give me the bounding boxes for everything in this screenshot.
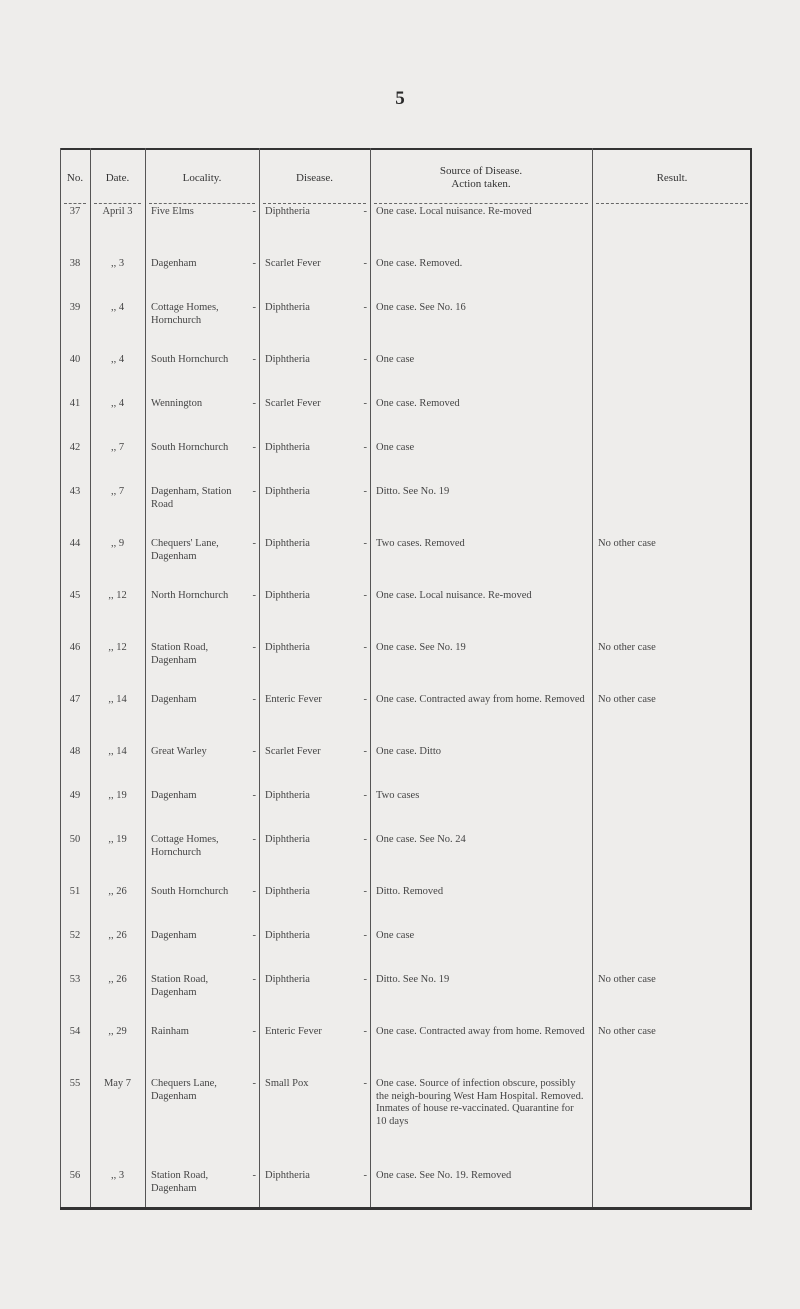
row-number-text: 48 bbox=[69, 746, 81, 757]
row-number bbox=[60, 930, 90, 974]
row-locality-text: Station Road, Dagenham bbox=[151, 642, 209, 666]
leader-dash: - bbox=[363, 1026, 367, 1037]
row-number-text: 52 bbox=[69, 930, 81, 941]
row-number-text: 49 bbox=[69, 790, 81, 801]
row-locality bbox=[145, 790, 259, 834]
row-source-action-text: One case. Ditto bbox=[376, 746, 442, 757]
leader-dash: - bbox=[363, 258, 367, 269]
row-locality-text: Station Road, Dagenham bbox=[151, 974, 209, 998]
row-number-text: 47 bbox=[69, 694, 81, 705]
row-disease bbox=[259, 590, 370, 642]
row-number bbox=[60, 258, 90, 302]
row-date bbox=[90, 974, 145, 1026]
row-result bbox=[592, 746, 752, 790]
row-locality bbox=[145, 1078, 259, 1170]
row-locality bbox=[145, 1170, 259, 1210]
row-date-text: April 3 bbox=[102, 206, 133, 217]
row-locality-text: Dagenham bbox=[151, 930, 197, 941]
row-locality-text: Cottage Homes, Hornchurch bbox=[151, 302, 219, 326]
row-date bbox=[90, 746, 145, 790]
row-number bbox=[60, 1170, 90, 1210]
disease-table bbox=[60, 148, 752, 1210]
row-disease-text: Diphtheria bbox=[265, 442, 310, 453]
leader-dash: - bbox=[363, 974, 367, 985]
row-disease bbox=[259, 1026, 370, 1078]
row-source-action-text: Ditto. Removed bbox=[376, 886, 444, 897]
row-disease bbox=[259, 834, 370, 886]
row-locality bbox=[145, 834, 259, 886]
row-number bbox=[60, 590, 90, 642]
leader-dash: - bbox=[363, 590, 367, 601]
table-row bbox=[60, 746, 752, 790]
row-disease bbox=[259, 790, 370, 834]
leader-dash: - bbox=[363, 746, 367, 757]
row-result bbox=[592, 258, 752, 302]
header-locality: Locality. bbox=[145, 150, 259, 206]
header-source: Source of Disease. Action taken. bbox=[370, 150, 592, 206]
row-date bbox=[90, 302, 145, 354]
row-source-action-text: One case. See No. 24 bbox=[376, 834, 466, 845]
row-number bbox=[60, 886, 90, 930]
leader-dash: - bbox=[252, 930, 256, 941]
row-disease-text: Diphtheria bbox=[265, 790, 310, 801]
row-source-action-text: One case. Contracted away from home. Removed bbox=[376, 694, 585, 705]
row-disease bbox=[259, 694, 370, 746]
row-disease bbox=[259, 258, 370, 302]
row-source-action-text: One case. See No. 19. Removed bbox=[376, 1170, 512, 1181]
leader-dash: - bbox=[252, 302, 256, 313]
row-result bbox=[592, 302, 752, 354]
row-source-action bbox=[370, 746, 592, 790]
row-locality-text: Dagenham bbox=[151, 258, 197, 269]
row-disease-text: Scarlet Fever bbox=[265, 746, 321, 757]
row-number bbox=[60, 834, 90, 886]
row-date-text: ,, 4 bbox=[110, 302, 125, 313]
row-locality bbox=[145, 486, 259, 538]
row-result bbox=[592, 790, 752, 834]
row-source-action bbox=[370, 302, 592, 354]
row-date bbox=[90, 886, 145, 930]
row-result bbox=[592, 834, 752, 886]
row-result bbox=[592, 694, 752, 746]
row-result-text: No other case bbox=[598, 1026, 656, 1037]
leader-dash: - bbox=[363, 354, 367, 365]
row-number bbox=[60, 790, 90, 834]
row-date bbox=[90, 398, 145, 442]
row-date-text: ,, 12 bbox=[108, 642, 127, 653]
table-row bbox=[60, 790, 752, 834]
table-row bbox=[60, 642, 752, 694]
row-date bbox=[90, 1170, 145, 1210]
leader-dash: - bbox=[252, 258, 256, 269]
row-locality bbox=[145, 258, 259, 302]
row-source-action bbox=[370, 930, 592, 974]
row-number-text: 38 bbox=[69, 258, 81, 269]
table-row bbox=[60, 590, 752, 642]
row-number-text: 51 bbox=[69, 886, 81, 897]
row-source-action-text: Two cases. Removed bbox=[376, 538, 465, 549]
row-source-action-text: Ditto. See No. 19 bbox=[376, 486, 450, 497]
header-no: No. bbox=[60, 150, 90, 206]
row-date-text: ,, 4 bbox=[110, 354, 125, 365]
row-result bbox=[592, 642, 752, 694]
row-locality-text: South Hornchurch bbox=[151, 886, 229, 897]
row-source-action-text: One case. Removed bbox=[376, 398, 460, 409]
row-disease bbox=[259, 206, 370, 258]
row-date bbox=[90, 694, 145, 746]
leader-dash: - bbox=[363, 834, 367, 845]
row-source-action bbox=[370, 486, 592, 538]
row-number bbox=[60, 642, 90, 694]
leader-dash: - bbox=[252, 886, 256, 897]
row-date bbox=[90, 258, 145, 302]
row-source-action bbox=[370, 694, 592, 746]
row-source-action bbox=[370, 834, 592, 886]
table-row bbox=[60, 834, 752, 886]
table-row bbox=[60, 1026, 752, 1078]
row-source-action-text: One case bbox=[376, 930, 415, 941]
leader-dash: - bbox=[363, 486, 367, 497]
row-date-text: ,, 26 bbox=[108, 974, 127, 985]
row-date bbox=[90, 486, 145, 538]
row-disease bbox=[259, 1078, 370, 1170]
leader-dash: - bbox=[363, 442, 367, 453]
row-disease bbox=[259, 1170, 370, 1210]
table-row bbox=[60, 930, 752, 974]
leader-dash: - bbox=[252, 590, 256, 601]
table-row bbox=[60, 694, 752, 746]
row-locality bbox=[145, 590, 259, 642]
row-disease-text: Scarlet Fever bbox=[265, 258, 321, 269]
row-locality-text: Chequers' Lane, Dagenham bbox=[151, 538, 219, 562]
row-date-text: ,, 3 bbox=[110, 258, 125, 269]
row-date-text: ,, 26 bbox=[108, 930, 127, 941]
row-source-action bbox=[370, 1170, 592, 1210]
leader-dash: - bbox=[252, 538, 256, 549]
row-disease bbox=[259, 642, 370, 694]
row-result bbox=[592, 206, 752, 258]
records-table bbox=[60, 150, 752, 1210]
row-disease bbox=[259, 442, 370, 486]
row-disease bbox=[259, 398, 370, 442]
row-disease-text: Diphtheria bbox=[265, 206, 310, 217]
row-source-action bbox=[370, 886, 592, 930]
leader-dash: - bbox=[252, 1026, 256, 1037]
row-disease-text: Diphtheria bbox=[265, 834, 310, 845]
row-number-text: 43 bbox=[69, 486, 81, 497]
row-disease-text: Diphtheria bbox=[265, 974, 310, 985]
row-disease bbox=[259, 746, 370, 790]
row-number bbox=[60, 442, 90, 486]
leader-dash: - bbox=[363, 790, 367, 801]
table-row bbox=[60, 398, 752, 442]
table-row bbox=[60, 1170, 752, 1210]
table-row bbox=[60, 258, 752, 302]
row-number-text: 42 bbox=[69, 442, 81, 453]
row-source-action-text: One case. See No. 16 bbox=[376, 302, 466, 313]
row-locality bbox=[145, 930, 259, 974]
row-source-action-text: One case bbox=[376, 354, 415, 365]
row-disease bbox=[259, 354, 370, 398]
row-source-action bbox=[370, 258, 592, 302]
row-locality-text: Chequers Lane, Dagenham bbox=[151, 1078, 217, 1102]
row-result bbox=[592, 590, 752, 642]
leader-dash: - bbox=[252, 354, 256, 365]
row-disease bbox=[259, 302, 370, 354]
row-date-text: ,, 7 bbox=[110, 442, 125, 453]
row-date-text: ,, 19 bbox=[108, 790, 127, 801]
row-source-action bbox=[370, 642, 592, 694]
row-locality-text: Dagenham, Station Road bbox=[151, 486, 232, 510]
leader-dash: - bbox=[363, 538, 367, 549]
row-disease-text: Diphtheria bbox=[265, 1170, 310, 1181]
row-source-action-text: One case bbox=[376, 442, 415, 453]
row-date-text: ,, 14 bbox=[108, 694, 127, 705]
row-disease-text: Diphtheria bbox=[265, 930, 310, 941]
row-number-text: 40 bbox=[69, 354, 81, 365]
row-source-action-text: One case. Removed. bbox=[376, 258, 463, 269]
row-source-action bbox=[370, 590, 592, 642]
row-number bbox=[60, 1078, 90, 1170]
row-number-text: 46 bbox=[69, 642, 81, 653]
row-date bbox=[90, 1078, 145, 1170]
row-date bbox=[90, 590, 145, 642]
row-number-text: 55 bbox=[69, 1078, 81, 1089]
row-number-text: 39 bbox=[69, 302, 81, 313]
row-date-text: ,, 19 bbox=[108, 834, 127, 845]
row-locality-text: South Hornchurch bbox=[151, 354, 229, 365]
header-row bbox=[60, 150, 752, 206]
row-locality-text: Station Road, Dagenham bbox=[151, 1170, 209, 1194]
row-disease bbox=[259, 486, 370, 538]
row-number-text: 44 bbox=[69, 538, 81, 549]
row-source-action-text: One case. Contracted away from home. Removed bbox=[376, 1026, 585, 1037]
row-result bbox=[592, 974, 752, 1026]
table-body bbox=[60, 206, 752, 1210]
row-number bbox=[60, 486, 90, 538]
row-date bbox=[90, 642, 145, 694]
row-locality bbox=[145, 302, 259, 354]
leader-dash: - bbox=[363, 886, 367, 897]
row-locality-text: Great Warley bbox=[151, 746, 207, 757]
leader-dash: - bbox=[252, 694, 256, 705]
row-number-text: 37 bbox=[69, 206, 81, 217]
leader-dash: - bbox=[252, 206, 256, 217]
leader-dash: - bbox=[252, 398, 256, 409]
row-locality bbox=[145, 694, 259, 746]
table-row bbox=[60, 886, 752, 930]
leader-dash: - bbox=[363, 694, 367, 705]
row-source-action bbox=[370, 442, 592, 486]
table-row bbox=[60, 974, 752, 1026]
row-disease-text: Diphtheria bbox=[265, 538, 310, 549]
row-result bbox=[592, 886, 752, 930]
row-result-text: No other case bbox=[598, 694, 656, 705]
row-number bbox=[60, 694, 90, 746]
row-source-action bbox=[370, 1078, 592, 1170]
leader-dash: - bbox=[252, 1078, 256, 1089]
row-number bbox=[60, 354, 90, 398]
row-disease bbox=[259, 930, 370, 974]
row-disease bbox=[259, 538, 370, 590]
row-source-action-text: One case. Local nuisance. Re-moved bbox=[376, 206, 532, 217]
row-date-text: ,, 26 bbox=[108, 886, 127, 897]
row-locality-text: South Hornchurch bbox=[151, 442, 229, 453]
row-date bbox=[90, 538, 145, 590]
row-date-text: May 7 bbox=[103, 1078, 132, 1089]
row-result-text: No other case bbox=[598, 642, 656, 653]
row-result bbox=[592, 1026, 752, 1078]
row-date bbox=[90, 442, 145, 486]
leader-dash: - bbox=[252, 834, 256, 845]
row-source-action bbox=[370, 398, 592, 442]
row-number bbox=[60, 398, 90, 442]
row-disease-text: Scarlet Fever bbox=[265, 398, 321, 409]
row-locality bbox=[145, 1026, 259, 1078]
row-result bbox=[592, 1078, 752, 1170]
row-locality bbox=[145, 886, 259, 930]
row-source-action-text: One case. Local nuisance. Re-moved bbox=[376, 590, 532, 601]
row-disease-text: Diphtheria bbox=[265, 302, 310, 313]
leader-dash: - bbox=[363, 1170, 367, 1181]
row-locality bbox=[145, 442, 259, 486]
header-result: Result. bbox=[592, 150, 752, 206]
leader-dash: - bbox=[252, 974, 256, 985]
row-number-text: 54 bbox=[69, 1026, 81, 1037]
row-locality-text: North Hornchurch bbox=[151, 590, 229, 601]
header-disease: Disease. bbox=[259, 150, 370, 206]
leader-dash: - bbox=[363, 930, 367, 941]
row-disease-text: Enteric Fever bbox=[265, 1026, 322, 1037]
leader-dash: - bbox=[363, 206, 367, 217]
row-disease-text: Enteric Fever bbox=[265, 694, 322, 705]
row-result-text: No other case bbox=[598, 974, 656, 985]
row-locality-text: Cottage Homes, Hornchurch bbox=[151, 834, 219, 858]
row-disease-text: Small Pox bbox=[265, 1078, 309, 1089]
row-number-text: 53 bbox=[69, 974, 81, 985]
row-result bbox=[592, 354, 752, 398]
row-locality bbox=[145, 974, 259, 1026]
page-number: 5 bbox=[395, 88, 405, 109]
row-source-action bbox=[370, 206, 592, 258]
row-number bbox=[60, 302, 90, 354]
row-disease-text: Diphtheria bbox=[265, 486, 310, 497]
leader-dash: - bbox=[252, 486, 256, 497]
row-number-text: 45 bbox=[69, 590, 81, 601]
row-result bbox=[592, 538, 752, 590]
row-number-text: 50 bbox=[69, 834, 81, 845]
row-source-action bbox=[370, 790, 592, 834]
row-number bbox=[60, 1026, 90, 1078]
leader-dash: - bbox=[252, 442, 256, 453]
row-locality-text: Dagenham bbox=[151, 694, 197, 705]
leader-dash: - bbox=[363, 302, 367, 313]
row-locality bbox=[145, 746, 259, 790]
table-row bbox=[60, 486, 752, 538]
row-disease bbox=[259, 886, 370, 930]
row-number bbox=[60, 538, 90, 590]
table-row bbox=[60, 302, 752, 354]
row-date-text: ,, 4 bbox=[110, 398, 125, 409]
row-disease-text: Diphtheria bbox=[265, 354, 310, 365]
row-result bbox=[592, 398, 752, 442]
row-locality bbox=[145, 642, 259, 694]
row-locality-text: Five Elms bbox=[151, 206, 194, 217]
row-source-action-text: Ditto. See No. 19 bbox=[376, 974, 450, 985]
leader-dash: - bbox=[363, 1078, 367, 1089]
row-source-action bbox=[370, 538, 592, 590]
row-disease-text: Diphtheria bbox=[265, 590, 310, 601]
row-number bbox=[60, 974, 90, 1026]
row-source-action bbox=[370, 974, 592, 1026]
row-date bbox=[90, 1026, 145, 1078]
leader-dash: - bbox=[363, 642, 367, 653]
row-disease bbox=[259, 974, 370, 1026]
leader-dash: - bbox=[252, 746, 256, 757]
leader-dash: - bbox=[363, 398, 367, 409]
row-date-text: ,, 14 bbox=[108, 746, 127, 757]
leader-dash: - bbox=[252, 642, 256, 653]
row-locality bbox=[145, 398, 259, 442]
row-result-text: No other case bbox=[598, 538, 656, 549]
row-source-action bbox=[370, 1026, 592, 1078]
row-date bbox=[90, 206, 145, 258]
leader-dash: - bbox=[252, 1170, 256, 1181]
table-row bbox=[60, 354, 752, 398]
row-date bbox=[90, 354, 145, 398]
row-locality bbox=[145, 354, 259, 398]
row-source-action-text: One case. See No. 19 bbox=[376, 642, 466, 653]
table-row bbox=[60, 442, 752, 486]
row-number bbox=[60, 206, 90, 258]
row-result bbox=[592, 442, 752, 486]
row-source-action-text: Two cases bbox=[376, 790, 420, 801]
row-result bbox=[592, 486, 752, 538]
table-row bbox=[60, 1078, 752, 1170]
table-row bbox=[60, 206, 752, 258]
row-source-action bbox=[370, 354, 592, 398]
row-disease-text: Diphtheria bbox=[265, 642, 310, 653]
row-number-text: 56 bbox=[69, 1170, 81, 1181]
row-locality-text: Wennington bbox=[151, 398, 203, 409]
row-date-text: ,, 7 bbox=[110, 486, 125, 497]
row-disease-text: Diphtheria bbox=[265, 886, 310, 897]
row-number-text: 41 bbox=[69, 398, 81, 409]
row-date-text: ,, 29 bbox=[108, 1026, 127, 1037]
row-locality-text: Rainham bbox=[151, 1026, 189, 1037]
row-date bbox=[90, 834, 145, 886]
row-source-action-text: One case. Source of infection obscure, possibly the neigh-bouring West Ham Hospital. Removed. Inmates of house re-vaccinated. Quarantine for 10 days bbox=[376, 1078, 584, 1127]
row-result bbox=[592, 930, 752, 974]
row-locality bbox=[145, 538, 259, 590]
leader-dash: - bbox=[252, 790, 256, 801]
row-date-text: ,, 3 bbox=[110, 1170, 125, 1181]
row-date-text: ,, 12 bbox=[108, 590, 127, 601]
row-locality bbox=[145, 206, 259, 258]
row-date-text: ,, 9 bbox=[110, 538, 125, 549]
row-date bbox=[90, 930, 145, 974]
row-result bbox=[592, 1170, 752, 1210]
row-date bbox=[90, 790, 145, 834]
row-number bbox=[60, 746, 90, 790]
header-date: Date. bbox=[90, 150, 145, 206]
row-locality-text: Dagenham bbox=[151, 790, 197, 801]
table-row bbox=[60, 538, 752, 590]
